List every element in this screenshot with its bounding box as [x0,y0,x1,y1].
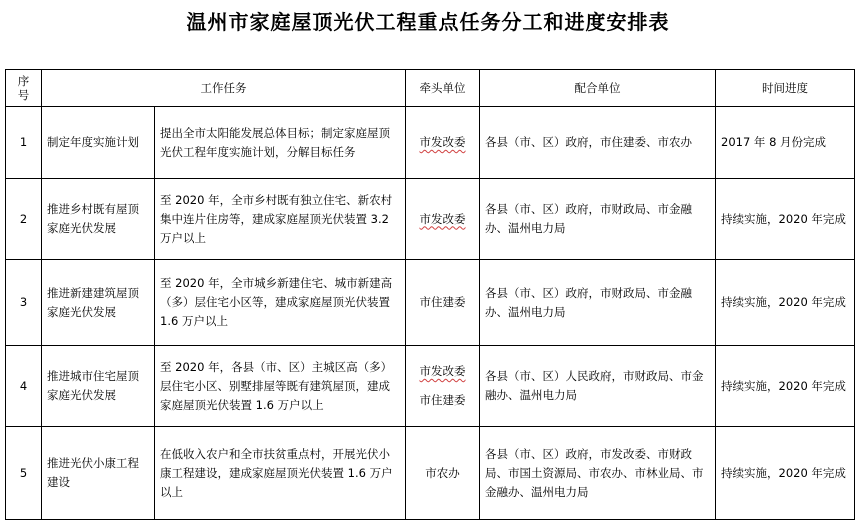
row-coop: 各县（市、区）政府，市住建委、市农办 [480,107,716,179]
table-row [6,179,855,260]
row-task: 推进新建建筑屋顶家庭光伏发展 [42,260,155,346]
row-lead [406,427,480,520]
row-no: 2 [6,179,42,260]
row-task: 推进光伏小康工程建设 [42,427,155,520]
header-time: 时间进度 [716,70,855,107]
lead-unit: 市发改委 [419,211,466,226]
header-coop: 配合单位 [480,70,716,107]
row-no: 5 [6,427,42,520]
lead-unit: 市住建委 [419,295,466,309]
row-coop: 各县（市、区）人民政府，市财政局、市金融办、温州电力局 [480,346,716,427]
row-detail: 至 2020 年，各县（市、区）主城区高（多）层住宅小区、别墅排屋等既有建筑屋顶，建成家庭屋顶光伏装置 1.6 万户以上 [155,346,406,427]
task-table [5,69,855,520]
header-task: 工作任务 [42,70,406,107]
row-time: 持续实施，2020 年完成 [716,260,855,346]
header-lead: 牵头单位 [406,70,480,107]
row-coop: 各县（市、区）政府，市发改委、市财政局、市国土资源局、市农办、市林业局、市金融办、温州电力局 [480,427,716,520]
row-task: 推进城市住宅屋顶家庭光伏发展 [42,346,155,427]
row-detail: 至 2020 年，全市乡村既有独立住宅、新农村集中连片住房等，建成家庭屋顶光伏装置 3.2 万户以上 [155,179,406,260]
row-lead [406,107,480,179]
row-task: 推进乡村既有屋顶家庭光伏发展 [42,179,155,260]
row-time: 持续实施，2020 年完成 [716,427,855,520]
table-row [6,107,855,179]
lead-unit: 市发改委 [419,135,466,149]
lead-unit: 市农办 [425,465,460,480]
page-title: 温州市家庭屋顶光伏工程重点任务分工和进度安排表 [186,10,670,34]
row-time: 2017 年 8 月份完成 [716,107,855,179]
table-row [6,346,855,427]
row-lead [406,260,480,346]
table-row [6,260,855,346]
row-no: 4 [6,346,42,427]
row-detail: 提出全市太阳能发展总体目标；制定家庭屋顶光伏工程年度实施计划，分解目标任务 [155,107,406,179]
lead-unit: 市住建委 [419,393,466,407]
row-coop: 各县（市、区）政府，市财政局、市金融办、温州电力局 [480,179,716,260]
row-lead [406,346,480,427]
lead-unit: 市发改委 [419,364,466,378]
row-time: 持续实施，2020 年完成 [716,179,855,260]
row-task: 制定年度实施计划 [42,107,155,179]
row-time: 持续实施，2020 年完成 [716,346,855,427]
header-no: 序号 [6,70,42,107]
row-detail: 至 2020 年，全市城乡新建住宅、城市新建高（多）层住宅小区等，建成家庭屋顶光伏装置 1.6 万户以上 [155,260,406,346]
row-no: 3 [6,260,42,346]
row-detail: 在低收入农户和全市扶贫重点村，开展光伏小康工程建设，建成家庭屋顶光伏装置 1.6 万户以上 [155,427,406,520]
row-no: 1 [6,107,42,179]
row-lead [406,179,480,260]
table-row [6,427,855,520]
table-header-row [6,70,855,107]
row-coop: 各县（市、区）政府，市财政局、市金融办、温州电力局 [480,260,716,346]
